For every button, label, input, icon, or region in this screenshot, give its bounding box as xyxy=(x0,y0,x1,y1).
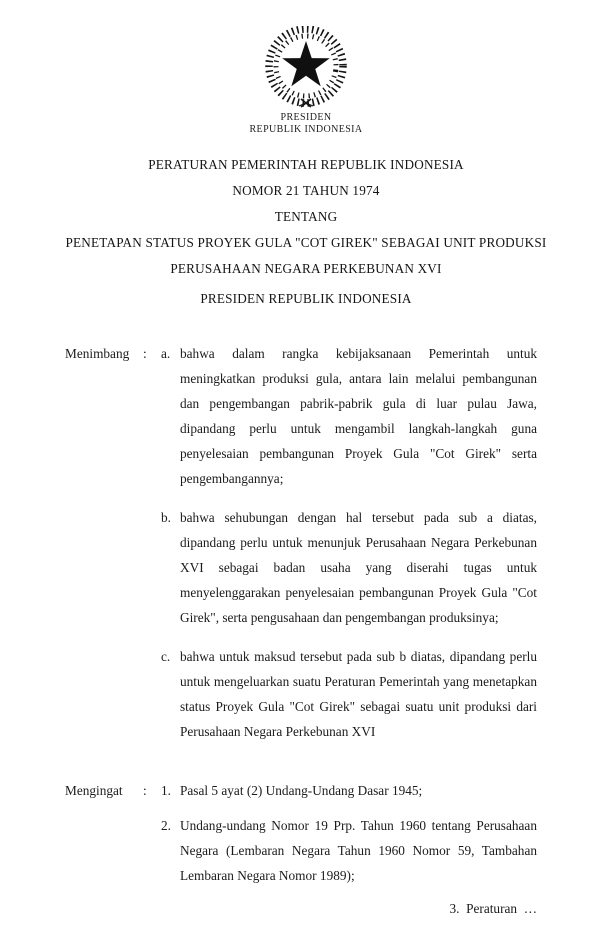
star-wreath-emblem xyxy=(260,26,352,112)
clause-item-c xyxy=(161,644,537,744)
clause-marker: a. xyxy=(161,346,171,361)
clause-text: bahwa sehubungan dengan hal tersebut pada sub a diatas, dipandang perlu untuk menunjuk Perusahaan Negara Perkebunan XVI sebagai badan usaha yang diserahi tugas untuk menyelenggarakan penyelesaian pembangunan Proyek Gula "Cot Girek", serta pengusahaan dan pengembangan produksinya; xyxy=(180,510,537,625)
clause-marker: c. xyxy=(161,649,171,664)
clause-marker: 2. xyxy=(161,818,171,833)
clause-item-a xyxy=(161,341,537,491)
section-items xyxy=(161,778,537,888)
section-colon: : xyxy=(143,783,147,798)
title-line-subject-1: PENETAPAN STATUS PROYEK GULA "COT GIREK" SEBAGAI UNIT PRODUKSI xyxy=(65,235,547,250)
title-line-regulation: PERATURAN PEMERINTAH REPUBLIK INDONESIA xyxy=(148,157,464,172)
regulation-title-block xyxy=(30,152,582,282)
clause-text: bahwa untuk maksud tersebut pada sub b diatas, dipandang perlu untuk mengeluarkan suatu Peraturan Pemerintah yang menetapkan status Proyek Gula "Cot Girek" sebagai suatu unit produksi dari Perusahaan Negara Perkebunan XVI xyxy=(180,649,537,739)
section-label: Mengingat xyxy=(65,783,123,798)
catchword-continuation: 3. Peraturan … xyxy=(449,901,537,916)
clause-marker: 1. xyxy=(161,783,171,798)
clause-text: Pasal 5 ayat (2) Undang-Undang Dasar 1945; xyxy=(180,783,423,798)
section-mengingat xyxy=(65,778,537,888)
document-header xyxy=(0,26,612,136)
section-items xyxy=(161,341,537,744)
clause-item-1 xyxy=(161,778,537,803)
title-line-subject-2: PERUSAHAAN NEGARA PERKEBUNAN XVI xyxy=(170,261,442,276)
star-icon xyxy=(282,41,330,86)
section-label: Menimbang xyxy=(65,346,130,361)
clause-text: bahwa dalam rangka kebijaksanaan Pemerintah untuk meningkatkan produksi gula, antara lain melalui pembangunan dan pengembangan pabrik-pabrik gula di luar pulau Jawa, dipandang perlu untuk mengambil langkah-langkah guna penyelesaian pembangunan Proyek Gula "Cot Girek" serta pengembangannya; xyxy=(180,346,537,486)
clause-text: Undang-undang Nomor 19 Prp. Tahun 1960 tentang Perusahaan Negara (Lembaran Negara Tahun 1960 Nomor 59, Tambahan Lembaran Negara Nomor 1989); xyxy=(180,818,537,883)
title-line-tentang: TENTANG xyxy=(274,209,338,224)
clause-marker: b. xyxy=(161,510,171,525)
document-body xyxy=(65,341,537,921)
presiden-subheading: PRESIDEN REPUBLIK INDONESIA xyxy=(200,291,412,306)
title-line-number: NOMOR 21 TAHUN 1974 xyxy=(232,183,380,198)
clause-item-2 xyxy=(161,813,537,888)
emblem-caption-republik-indonesia: REPUBLIK INDONESIA xyxy=(249,124,363,135)
section-menimbang xyxy=(65,341,537,744)
section-colon: : xyxy=(143,346,147,361)
clause-item-b xyxy=(161,505,537,630)
emblem-caption-presiden: PRESIDEN xyxy=(280,112,332,123)
